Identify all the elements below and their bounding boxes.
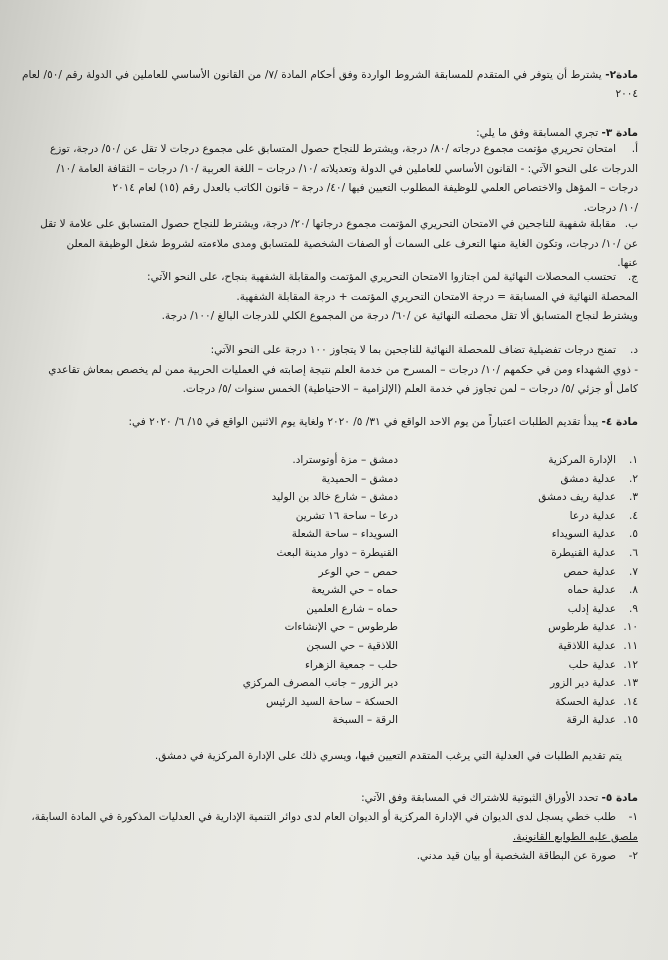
article-5-item-1: ١-طلب خطي يسجل لدى الديوان في الإدارة المركزية أو الديوان العام لدى دوائر التنمية الإدارية في العدليات المذكورة في المادة السابقة، ملصق عليه الطوابع القانونية.: [31, 811, 638, 843]
office-address: القنيطرة – دوار مدينة البعث: [276, 547, 398, 559]
office-label: عدلية درعا: [569, 509, 616, 522]
office-address: دمشق – مزة أوتوستراد.: [292, 454, 398, 466]
article-5-title: [22, 789, 638, 808]
article-3-item-d: د.تمنح درجات تفضيلية تضاف للمحصلة النهائية للناجحين بما لا يتجاوز ١٠٠ درجة على النحو الآتي: - ذوي الشهداء ومن في حكمهم /١٠/ درجات – المسرح من خدمة العلم نتيجة إصابته في العمليات الحربية ممن لم يخصص بمعاش تقاعدي كامل أو جزئي /٥/ درجات – لمن تجاوز في خدمة العلم (الإلزامية – الاحتياطية) الخمس سنوات /٥/ درجات.: [48, 344, 638, 395]
office-number: ١٢.: [623, 658, 638, 671]
article-2-heading: مادة٢-: [605, 69, 639, 81]
article-3-heading: مادة ٣-: [601, 127, 638, 139]
article-3-item-b: ب.مقابلة شفهية للناجحين في الامتحان التحريري المؤتمت مجموع درجاتها /٢٠/ درجة، ويشترط للنجاح حصول المتسابق على علامة لا تقل عن /١٠/ درجات، وتكون الغاية منها التعرف على السمات أو الصفات الشخصية للمتسابق ومدى ملاءمته لشروط شغل الوظيفة المعلن عنها.: [40, 218, 638, 269]
article-3-item-c: ج.تحتسب المحصلات النهائية لمن اجتازوا الامتحان التحريري المؤتمت والمقابلة الشفهية بنجاح، على النحو الآتي: المحصلة النهائية في المسابقة = درجة الامتحان التحريري المؤتمت + درجة المقابلة الشفهية. ويشترط لنجاح المتسابق ألا تقل محصلته النهائية عن /٦٠/ درجة من المجموع الكلي للدرجات البالغ /١٠٠/ درجة.: [147, 271, 638, 322]
article-4-heading: مادة ٤-: [601, 416, 638, 428]
office-number: ٥.: [629, 528, 638, 541]
office-name: [566, 712, 638, 728]
office-number: ١٤.: [623, 695, 638, 708]
office-address: حلب – جمعية الزهراء: [304, 658, 398, 671]
office-label: عدلية حماه: [567, 584, 616, 597]
article-3-intro: تجري المسابقة وفق ما يلي:: [476, 127, 599, 139]
office-number: ١٥.: [623, 714, 638, 727]
office-name: [563, 564, 638, 580]
office-number: ٧.: [629, 565, 638, 578]
office-address: السويداء – ساحة الشعلة: [291, 528, 398, 541]
office-name: [555, 694, 638, 710]
office-label: عدلية دير الزور: [550, 677, 616, 690]
article-4-note: يتم تقديم الطلبات في العدلية التي يرغب المتقدم التعيين فيها، ويسري ذلك على الإدارة المركزية في دمشق.: [154, 750, 622, 762]
office-name: [552, 526, 638, 542]
office-number: ١٠.: [623, 621, 638, 634]
office-address: دير الزور – جانب المصرف المركزي: [242, 677, 398, 690]
office-label: عدلية السويداء: [551, 528, 616, 541]
office-label: عدلية ريف دمشق: [538, 491, 616, 504]
office-name: [568, 601, 638, 617]
article-4-text: يبدأ تقديم الطلبات اعتباراً من يوم الاحد الواقع في ٣١/ ٥/ ٢٠٢٠ ولغاية يوم الاثنين الواقع في ١٥/ ٦/ ٢٠٢٠ في:: [128, 416, 599, 428]
office-number: ٤.: [629, 509, 638, 522]
office-name: [560, 471, 638, 487]
office-label: عدلية طرطوس: [548, 621, 616, 634]
office-address: حمص – حي الوعر: [318, 565, 398, 578]
office-number: ١٣.: [623, 677, 638, 690]
office-label: الإدارة المركزية: [548, 454, 616, 466]
office-label: عدلية إدلب: [567, 602, 616, 615]
office-address: دمشق – الحميدية: [321, 472, 398, 485]
office-number: ١.: [629, 454, 638, 466]
office-address: الرقة – السبخة: [332, 714, 398, 727]
office-name: [568, 582, 638, 598]
office-number: ١١.: [623, 640, 638, 652]
office-name: [570, 508, 638, 524]
article-4-title: [22, 413, 638, 432]
office-address: طرطوس – حي الإنشاءات: [284, 621, 398, 634]
office-address: اللاذقية – حي السجن: [306, 640, 398, 652]
office-number: ٢.: [629, 472, 638, 485]
office-name: [548, 452, 638, 468]
office-label: عدلية الرقة: [566, 714, 616, 727]
office-address: حماه – حي الشريعة: [311, 584, 398, 597]
article-2-text: يشترط أن يتوفر في المتقدم للمسابقة الشروط الواردة وفق أحكام المادة /٧/ من القانون الأساسي للعاملين في الدولة رقم /٥٠/ لعام ٢٠٠٤: [22, 69, 638, 100]
office-address: درعا – ساحة ١٦ تشرين: [295, 509, 398, 522]
office-address: حماه – شارع العلمين: [306, 602, 398, 615]
office-name: [569, 657, 638, 673]
office-label: عدلية حلب: [568, 658, 616, 671]
office-number: ٨.: [629, 584, 638, 597]
article-5-intro: تحدد الأوراق الثبوتية للاشتراك في المسابقة وفق الآتي:: [361, 792, 599, 804]
office-label: عدلية القنيطرة: [551, 547, 616, 559]
office-number: ٦.: [629, 547, 638, 559]
article-2: [22, 66, 638, 104]
office-name: [558, 638, 638, 654]
office-address: الحسكة – ساحة السيد الرئيس: [266, 695, 398, 708]
article-3-item-a: أ.امتحان تحريري مؤتمت مجموع درجاته /٨٠/ درجة، ويشترط للنجاح حصول المتسابق على مجموع درجات لا تقل عن /٥٠/ درجة، توزع الدرجات على النحو الآتي: - القانون الأساسي للعاملين في الدولة وتعديلاته /١٠/ درجات – اللغة العربية /١٠/ درجات – الثقافة العامة /١٠/ درجات – المؤهل والاختصاص العلمي للوظيفة المطلوب التعيين فيها /٤٠/ درجة – قانون الكاتب بالعدل رقم (١٥) لعام ٢٠١٤ /١٠/ درجات.: [50, 143, 638, 214]
office-name: [548, 619, 638, 635]
office-label: عدلية دمشق: [560, 472, 616, 485]
article-5-item-2: ٢-صورة عن البطاقة الشخصية أو بيان قيد مدني.: [416, 850, 638, 862]
office-number: ٣.: [629, 491, 638, 504]
office-name: [551, 545, 638, 561]
office-label: عدلية الحسكة: [555, 695, 616, 708]
office-address: دمشق – شارع خالد بن الوليد: [271, 491, 398, 504]
office-label: عدلية اللاذقية: [558, 640, 616, 652]
office-number: ٩.: [629, 602, 638, 615]
article-5-heading: مادة ٥-: [601, 792, 638, 804]
office-label: عدلية حمص: [563, 565, 616, 578]
office-name: [550, 675, 638, 691]
office-name: [538, 489, 638, 505]
